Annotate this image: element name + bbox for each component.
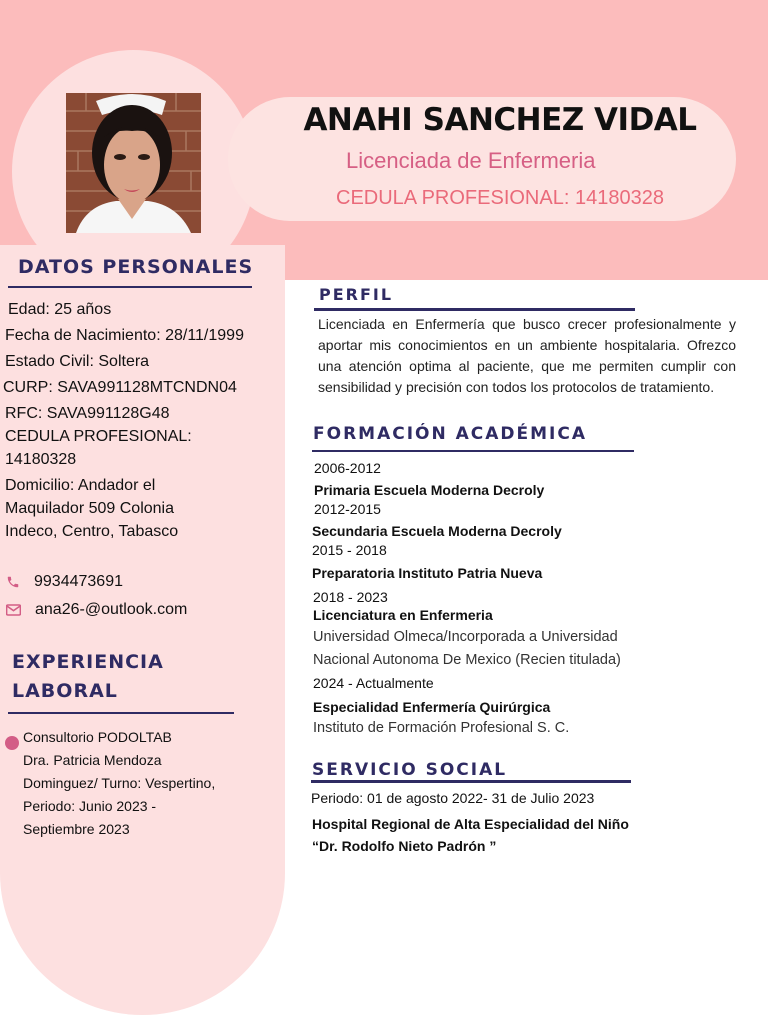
experience-line: Consultorio PODOLTAB [23, 729, 172, 745]
edu-years: 2006-2012 [314, 460, 381, 476]
experience-line: Dominguez/ Turno: Vespertino, [23, 775, 216, 791]
profile-text: Licenciada en Enfermería que busco crecer profesionalmente y aportar mis conocimientos en un ambiente hospitalaria. Ofrezco una atención optima al paciente, que me permiten cumplir con sensibilidad y precisión con todos los protocolos de tratamiento. [318, 316, 736, 395]
age: Edad: 25 años [8, 301, 112, 318]
curp: CURP: SAVA991128MTCNDN04 [3, 379, 237, 396]
profile-photo [66, 93, 201, 233]
personal-divider [8, 286, 252, 288]
edu-institution: Nacional Autonoma De Mexico (Recien titulada) [313, 652, 621, 668]
experience-line: Dra. Patricia Mendoza [23, 752, 162, 768]
header-cedula: CEDULA PROFESIONAL: 14180328 [336, 187, 664, 209]
bullet-icon [5, 736, 19, 750]
experience-heading-line-1: EXPERIENCIA [12, 651, 164, 673]
envelope-icon [6, 604, 21, 616]
social-service-heading: SERVICIO SOCIAL [312, 760, 508, 780]
birth-date: Fecha de Nacimiento: 28/11/1999 [5, 327, 244, 344]
hospital-name-2: “Dr. Rodolfo Nieto Padrón ” [312, 838, 497, 854]
address-line-3: Indeco, Centro, Tabasco [5, 523, 179, 540]
cedula-label: CEDULA PROFESIONAL: [5, 428, 192, 445]
edu-institution: Universidad Olmeca/Incorporada a Universidad [313, 629, 618, 645]
service-period: Periodo: 01 de agosto 2022- 31 de Julio 2023 [311, 790, 595, 806]
experience-heading-line-2: LABORAL [12, 680, 118, 702]
address-line-2: Maquilador 509 Colonia [5, 500, 174, 517]
candidate-name: ANAHI SANCHEZ VIDAL [303, 102, 697, 138]
hospital-name: Hospital Regional de Alta Especialidad del Niño [312, 816, 629, 832]
experience-heading [12, 648, 164, 706]
personal-info [5, 298, 280, 543]
personal-heading: DATOS PERSONALES [18, 256, 254, 278]
profile-heading: PERFIL [319, 285, 394, 304]
edu-years: 2012-2015 [314, 501, 381, 517]
experience-divider [8, 712, 234, 714]
profile-divider [314, 308, 635, 311]
civil-status: Estado Civil: Soltera [5, 353, 150, 370]
phone-number[interactable]: 9934473691 [34, 573, 123, 590]
education-heading: FORMACIÓN ACADÉMICA [313, 424, 588, 444]
edu-years: 2015 - 2018 [312, 542, 387, 558]
experience-entry [23, 726, 263, 841]
edu-years: 2018 - 2023 [313, 589, 388, 605]
address-line-1: Domicilio: Andador el [5, 477, 156, 494]
social-service-divider [311, 780, 631, 783]
edu-school: Primaria Escuela Moderna Decroly [314, 482, 545, 498]
email-address[interactable]: ana26-@outlook.com [35, 601, 188, 618]
edu-years: 2024 - Actualmente [313, 675, 434, 691]
edu-school: Preparatoria Instituto Patria Nueva [312, 565, 543, 581]
email-row [6, 601, 187, 619]
job-title: Licenciada de Enfermeria [346, 148, 596, 173]
experience-line: Periodo: Junio 2023 - [23, 798, 157, 814]
edu-degree: Especialidad Enfermería Quirúrgica [313, 699, 551, 715]
cedula-number: 14180328 [5, 451, 77, 468]
phone-icon [6, 575, 20, 589]
edu-degree: Licenciatura en Enfermeria [313, 607, 493, 623]
edu-school: Secundaria Escuela Moderna Decroly [312, 523, 562, 539]
education-divider [312, 450, 634, 452]
experience-line: Septiembre 2023 [23, 821, 130, 837]
rfc: RFC: SAVA991128G48 [5, 405, 170, 422]
phone-row [6, 573, 123, 591]
edu-institution: Instituto de Formación Profesional S. C. [313, 720, 570, 736]
